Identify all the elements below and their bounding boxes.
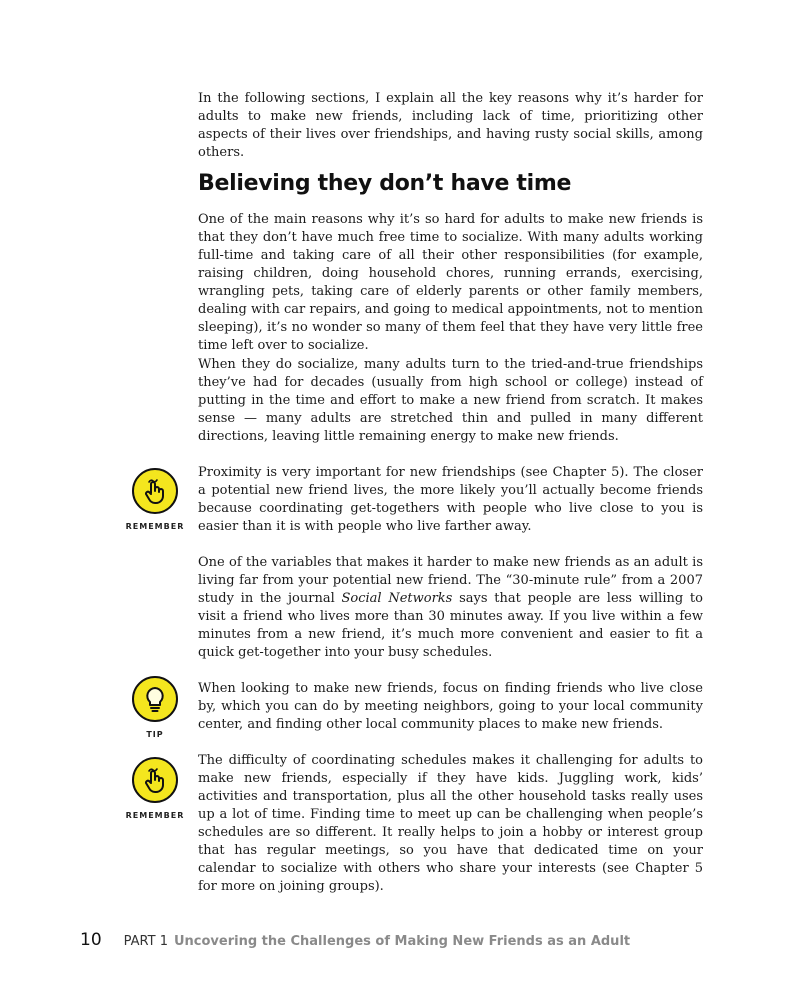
intro-paragraph: In the following sections, I explain all the key reasons why it’s harder for adults to make new friends, including lack of time, prioritizing other aspects of their lives over friendships, and having rusty social skills, among others. [198, 91, 703, 160]
section-heading: Believing they don’t have time [198, 171, 572, 196]
page-footer [80, 930, 630, 954]
paragraph-30-minute-rule [198, 554, 703, 662]
paragraph-old-friendships: When they do socialize, many adults turn to the tried-and-true friendships they’ve had for decades (usually from high school or college) instead of putting in the time and effort to make a new friend from scratch. It makes sense — many adults are stretched thin and pulled in many different directions, leaving little remaining energy to make new friends. [198, 357, 703, 444]
tip-icon-block [120, 676, 190, 739]
remember-icon-block [120, 757, 190, 820]
remember-icon-block [120, 468, 190, 531]
remember-label: REMEMBER [125, 522, 185, 531]
page-number: 10 [80, 930, 102, 950]
remember-text-proximity: Proximity is very important for new friendships (see Chapter 5). The closer a potential new friend lives, the more likely you’ll actually become friends because coordinating get-togethers with people who live close to you is easier than it is with people who live farther away. [198, 465, 703, 534]
text-run: says that people are less willing to visit a friend who lives more than 30 minutes away. If you live within a few minutes from a new friend, it’s much more convenient and easier to fit a quick get-together into your busy schedules. [198, 591, 703, 660]
tip-text-live-close: When looking to make new friends, focus on finding friends who live close by, which you can do by meeting neighbors, going to your local community center, and finding other local community places to make new friends. [198, 681, 703, 732]
remember-text-schedules: The difficulty of coordinating schedules makes it challenging for adults to make new friends, especially if they have kids. Juggling work, kids’ activities and transportation, plus all the other household tasks really uses up a lot of time. Finding time to meet up can be challenging when people’s schedules are so different. It really helps to join a hobby or interest group that has regular meetings, so you have that dedicated time on your calendar to socialize with others who share your interests (see Chapter 5 for more on joining groups). [198, 753, 703, 894]
remember-label: REMEMBER [125, 811, 185, 820]
remember-finger-string-icon [132, 757, 178, 803]
paragraph-free-time: One of the main reasons why it’s so hard for adults to make new friends is that they don’t have much free time to socialize. With many adults working full-time and taking care of all their other responsibilities (for example, raising children, doing household chores, running errands, exercising, wrangling pets, taking care of elderly parents or other family members, dealing with car repairs, and going to medical appointments, not to mention sleeping), it’s no wonder so many of them feel that they have very little free time left over to socialize. [198, 212, 703, 353]
part-label: PART 1 [123, 934, 168, 949]
tip-label: TIP [146, 730, 164, 739]
text-run: One of the variables that makes it harder to make new friends as an adult is living far from your potential new friend. The “30-minute rule” from a 2007 study in the journal [198, 555, 703, 606]
chapter-title: Uncovering the Challenges of Making New Friends as an Adult [173, 934, 631, 949]
remember-finger-string-icon [132, 468, 178, 514]
journal-title: Social Networks [341, 591, 453, 606]
tip-lightbulb-icon [132, 676, 178, 722]
